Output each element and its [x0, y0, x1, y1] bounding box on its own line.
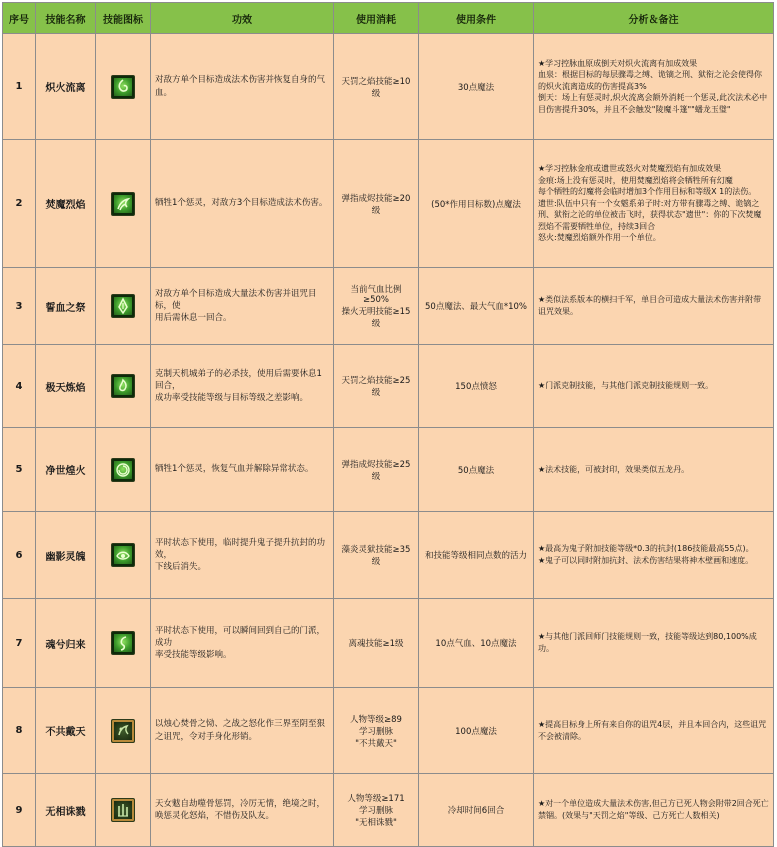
- row-index: 3: [3, 268, 36, 345]
- skill-name: 魂兮归来: [36, 599, 96, 688]
- skill-name: 无相诛戮: [36, 774, 96, 847]
- skill-name: 幽影灵魄: [36, 512, 96, 599]
- skill-condition: 10点气血、10点魔法: [419, 599, 534, 688]
- skill-notes: ★学习控脉金痕或遗世或怒火对焚魔烈焰有加成效果 金痕:场上没有惩灵时，使用焚魔烈焰将会牺牲所有幻魔 每个牺牲的幻魔将会临时增加3个作用目标和等级X 1的法伤。 遗世:队伍中只有一个女魃系弟子时:对方带有骤毒之缚、诡镝之刑、狱衔之沦的单位被击飞时，获得状态"遗世"：你的下次焚魔烈焰不需要牺牲单位，持续3回合 怒火:焚魔烈焰额外作用一个单位。: [538, 163, 762, 243]
- skill-notes: ★门派克制技能，与其他门派克制技能规则一致。: [538, 381, 714, 391]
- skill-notes: ★类似法系版本的横扫千军，单目合可造成大量法术伤害并附带诅咒效果。: [538, 295, 762, 316]
- table-row: [3, 688, 774, 774]
- skill-condition: 30点魔法: [419, 34, 534, 140]
- skill-cost: 人物等级≥89 学习删脉 "不共戴天": [350, 714, 402, 749]
- skill-effect: 克制天机城弟子的必杀技，使用后需要休息1回合， 成功率受技能等级与目标等级之差影响。: [155, 368, 322, 404]
- skill-effect: 天女魃自劫噬骨惩罚，冷厉无情，绝境之时，唤惩灵化怒焰，不惜伤及队友。: [155, 798, 326, 821]
- skill-condition: 冷却时间6回合: [419, 774, 534, 847]
- row-index: 5: [3, 428, 36, 512]
- skill-effect: 牺牲1个惩灵，恢复气血并解除异常状态。: [155, 464, 314, 475]
- skill-notes: ★与其他门派回师门技能规则一致，技能等级达到80,100%成功。: [538, 632, 757, 653]
- skill-condition: 100点魔法: [419, 688, 534, 774]
- header-effect: 功效: [151, 3, 334, 34]
- skill-cost: 人物等级≥171 学习删脉 "无相诛戮": [347, 794, 405, 828]
- sky-flame-icon: [111, 374, 135, 398]
- skill-effect: 对敌方单个目标造成法术伤害并恢复自身的气血。: [155, 75, 326, 98]
- skill-cost: 弹指成烬技能≥25级: [341, 459, 411, 482]
- skill-name: 誓血之祭: [36, 268, 96, 345]
- skill-effect: 平时状态下使用，临时提升鬼子提升抗封的功效， 下线后消失。: [155, 537, 326, 573]
- skill-name: 焚魔烈焰: [36, 140, 96, 268]
- skill-condition: (50*作用目标数)点魔法: [419, 140, 534, 268]
- table-row: [3, 268, 774, 345]
- header-notes: 分析＆备注: [534, 3, 774, 34]
- skill-cost: 当前气血比例≥50% 操火无明技能≥15级: [341, 285, 411, 329]
- skill-cost: 弹指成烬技能≥20级: [341, 193, 411, 216]
- header-skill-icon: 技能图标: [96, 3, 151, 34]
- row-index: 1: [3, 34, 36, 140]
- skill-effect: 对敌方单个目标造成大量法术伤害并诅咒目标，使 用后需休息一回合。: [155, 288, 317, 324]
- skill-cost: 藻炎灵狱技能≥35级: [341, 545, 411, 567]
- header-condition: 使用条件: [419, 3, 534, 34]
- header-row: [3, 3, 774, 34]
- row-index: 4: [3, 345, 36, 428]
- table-row: [3, 599, 774, 688]
- soul-return-icon: [111, 631, 135, 655]
- formless-slaughter-icon: [111, 798, 135, 822]
- skill-condition: 150点愤怒: [419, 345, 534, 428]
- row-index: 7: [3, 599, 36, 688]
- skill-cost: 天罚之焰技能≥10级: [341, 76, 411, 99]
- skill-notes: ★最高为鬼子附加技能等级*0.3的抗封(186技能最高55点)。 ★鬼子可以同时附加抗封、法术伤害结果将神木壁画和速度。: [538, 544, 754, 565]
- skill-cost: 天罚之焰技能≥25级: [341, 376, 411, 398]
- header-cost: 使用消耗: [334, 3, 419, 34]
- skill-condition: 50点魔法、最大气血*10%: [419, 268, 534, 345]
- skill-name: 极天炼焰: [36, 345, 96, 428]
- fire-claw-icon: [111, 192, 135, 216]
- row-index: 8: [3, 688, 36, 774]
- skills-table: [2, 2, 774, 847]
- flame-spiral-icon: [111, 75, 135, 99]
- table-row: [3, 34, 774, 140]
- row-index: 6: [3, 512, 36, 599]
- skill-condition: 50点魔法: [419, 428, 534, 512]
- table-row: [3, 345, 774, 428]
- skill-notes: ★提高目标身上所有来自你的诅咒4层，并且本回合内，这些诅咒不会被清除。: [538, 719, 767, 741]
- header-skill-name: 技能名称: [36, 3, 96, 34]
- skill-notes: ★学习控脉血原成倒天对炽火流离有加成效果 血泉：根据目标的每层骤毒之缚、诡镝之刑、狱衔之沦会使得你的炽火流离造成的伤害提高3% 倒天：场上有惩灵时,炽火流离会额外消耗一个惩灵,此次法术必中目伤害提升30%，并且不会触发"陵魔斗篷""蟠龙玉璧": [538, 58, 768, 114]
- skill-notes: ★法术技能，可被封印，效果类似五龙丹。: [538, 464, 690, 474]
- header-index: 序号: [3, 3, 36, 34]
- skill-effect: 平时状态下使用，可以瞬间回到自己的门派，成功 率受技能等级影响。: [155, 625, 326, 661]
- skill-name: 净世煌火: [36, 428, 96, 512]
- skill-effect: 以烛心焚骨之恸、之战之怒化作三界至阴至狠之诅咒，令对手身化形销。: [155, 719, 326, 742]
- skill-name: 不共戴天: [36, 688, 96, 774]
- table-row: [3, 140, 774, 268]
- row-index: 2: [3, 140, 36, 268]
- shadow-soul-icon: [111, 543, 135, 567]
- purify-swirl-icon: [111, 458, 135, 482]
- table-row: [3, 428, 774, 512]
- skill-cost: 离魂技能≥1级: [348, 639, 404, 649]
- vengeance-icon: [111, 719, 135, 743]
- skill-condition: 和技能等级相同点数的活力: [419, 512, 534, 599]
- skill-notes: ★对一个单位造成大量法术伤害,但己方已死人物会附带2回合死亡禁锢。(效果与"天罚之焰"等级、己方死亡人数相关): [538, 799, 769, 820]
- row-index: 9: [3, 774, 36, 847]
- blood-oath-icon: [111, 294, 135, 318]
- skill-effect: 牺牲1个惩灵，对敌方3个目标造成法术伤害。: [155, 198, 328, 209]
- table-row: [3, 512, 774, 599]
- table-row: [3, 774, 774, 847]
- skill-name: 炽火流离: [36, 34, 96, 140]
